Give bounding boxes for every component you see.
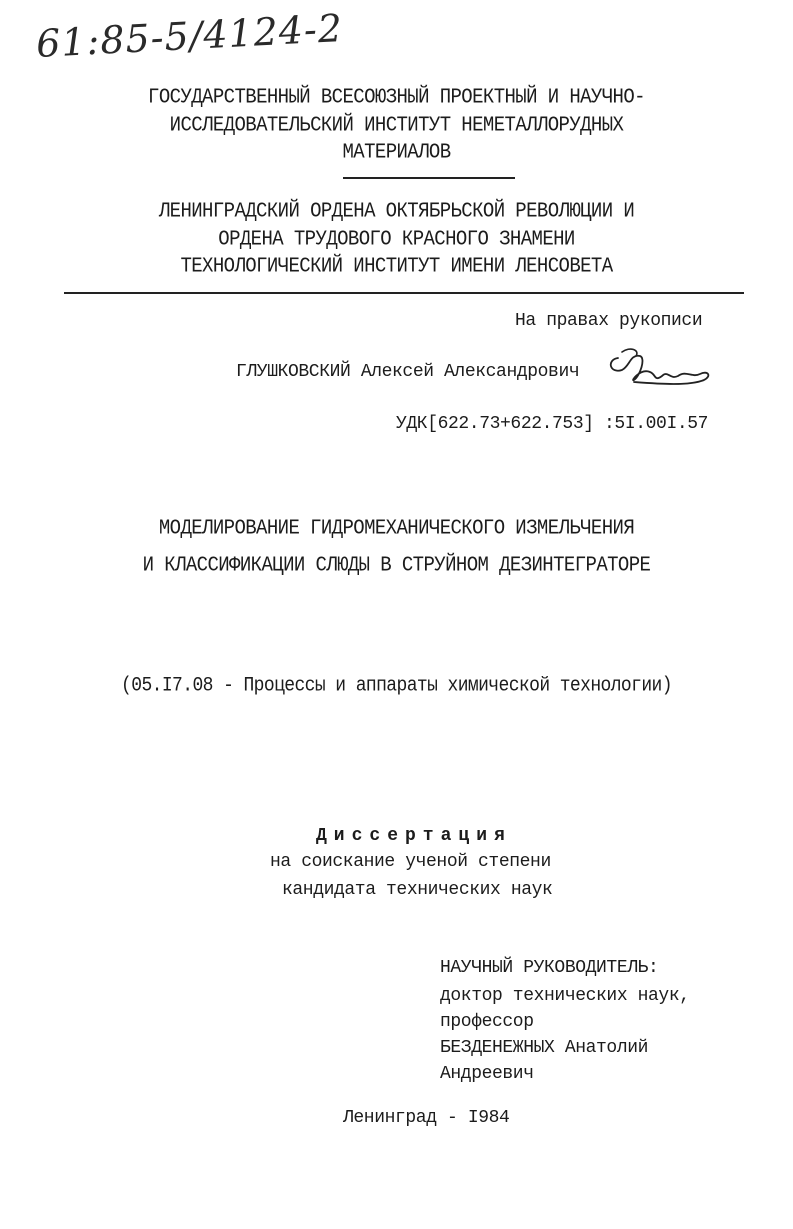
author-signature bbox=[600, 346, 720, 392]
author-name: ГЛУШКОВСКИЙ Алексей Александрович bbox=[236, 362, 580, 382]
supervisor-label: НАУЧНЫЙ РУКОВОДИТЕЛЬ: bbox=[440, 958, 659, 978]
title-line1: МОДЕЛИРОВАНИЕ ГИДРОМЕХАНИЧЕСКОГО ИЗМЕЛЬЧЕНИЯ bbox=[158, 515, 635, 541]
dissertation-heading: Диссертация bbox=[316, 826, 512, 846]
title-line2: И КЛАССИФИКАЦИИ СЛЮДЫ В СТРУЙНОМ ДЕЗИНТЕГРАТОРЕ bbox=[142, 552, 651, 578]
place-year: Ленинград - I984 bbox=[343, 1108, 510, 1128]
dissertation-line2: кандидата технических наук bbox=[282, 880, 553, 900]
institute2-line2: ОРДЕНА ТРУДОВОГО КРАСНОГО ЗНАМЕНИ bbox=[218, 226, 575, 252]
supervisor-name2: Андреевич bbox=[440, 1064, 534, 1084]
institute2-line1: ЛЕНИНГРАДСКИЙ ОРДЕНА ОКТЯБРЬСКОЙ РЕВОЛЮЦИИ И bbox=[158, 198, 635, 224]
institute1-line1: ГОСУДАРСТВЕННЫЙ ВСЕСОЮЗНЫЙ ПРОЕКТНЫЙ И НАУЧНО- bbox=[148, 84, 645, 110]
short-divider bbox=[343, 177, 515, 179]
full-divider bbox=[64, 292, 744, 294]
specialty-code: (05.I7.08 - Процессы и аппараты химической технологии) bbox=[121, 674, 672, 698]
institute2-line3: ТЕХНОЛОГИЧЕСКИЙ ИНСТИТУТ ИМЕНИ ЛЕНСОВЕТА bbox=[180, 253, 613, 279]
supervisor-degree: доктор технических наук, bbox=[440, 986, 690, 1006]
manuscript-note: На правах рукописи bbox=[515, 311, 703, 331]
handwritten-reference: 61:85-5/4124-2 bbox=[35, 5, 345, 67]
dissertation-line1: на соискание ученой степени bbox=[270, 852, 551, 872]
supervisor-name1: БЕЗДЕНЕЖНЫХ Анатолий bbox=[440, 1038, 649, 1058]
udc-code: УДК[622.73+622.753] :5I.00I.57 bbox=[396, 414, 709, 434]
institute1-line2: ИССЛЕДОВАТЕЛЬСКИЙ ИНСТИТУТ НЕМЕТАЛЛОРУДНЫХ bbox=[169, 112, 624, 138]
supervisor-title: профессор bbox=[440, 1012, 534, 1032]
institute1-line3: МАТЕРИАЛОВ bbox=[342, 139, 451, 165]
